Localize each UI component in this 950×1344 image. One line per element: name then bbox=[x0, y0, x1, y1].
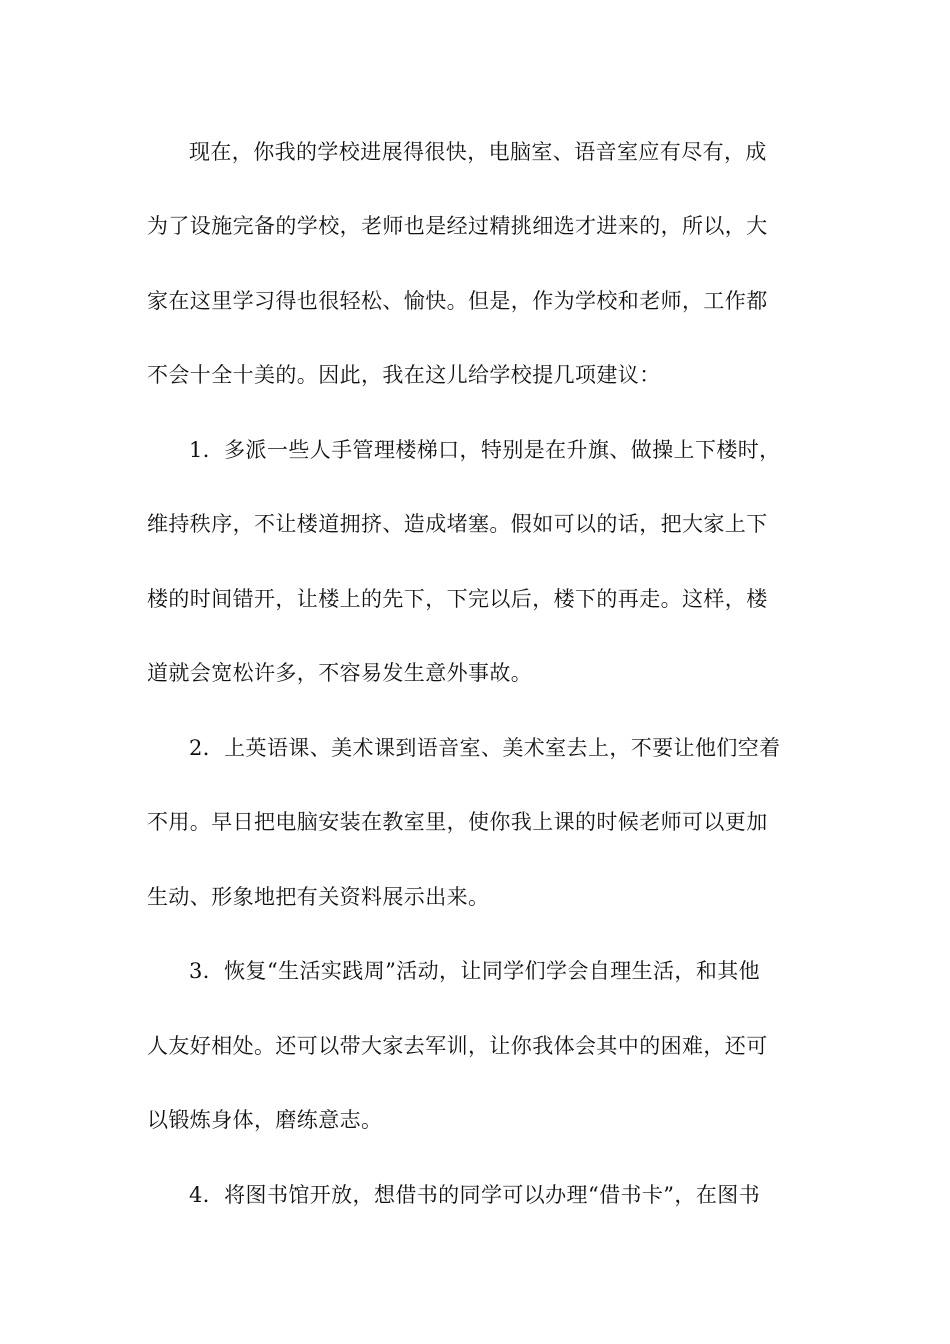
paragraph-intro-line-2: 为了设施完备的学校，老师也是经过精挑细选才进来的，所以，大 bbox=[147, 214, 768, 238]
suggestion-2-line-1: 2．上英语课、美术课到语音室、美术室去上，不要让他们空着 bbox=[189, 736, 781, 760]
suggestion-1-line-1: 1．多派一些人手管理楼梯口，特别是在升旗、做操上下楼时， bbox=[189, 438, 781, 462]
suggestion-3-line-1: 3．恢复“生活实践周”活动，让同学们学会自理生活，和其他 bbox=[189, 959, 761, 983]
paragraph-intro-line-1: 现在，你我的学校进展得很快，电脑室、语音室应有尽有，成 bbox=[189, 140, 767, 164]
suggestion-2-line-2: 不用。早日把电脑安装在教室里，使你我上课的时候老师可以更加 bbox=[147, 810, 768, 834]
suggestion-1-line-2: 维持秩序，不让楼道拥挤、造成堵塞。假如可以的话，把大家上下 bbox=[147, 512, 768, 536]
suggestion-3-line-2: 人友好相处。还可以带大家去军训，让你我体会其中的困难，还可 bbox=[147, 1034, 768, 1058]
suggestion-3-line-3: 以锻炼身体，磨练意志。 bbox=[147, 1108, 383, 1132]
paragraph-intro-line-3: 家在这里学习得也很轻松、愉快。但是，作为学校和老师，工作都 bbox=[147, 289, 768, 313]
suggestion-4-line-1: 4．将图书馆开放，想借书的同学可以办理“借书卡”，在图书 bbox=[189, 1183, 761, 1207]
suggestion-1-line-3: 楼的时间错开，让楼上的先下，下完以后，楼下的再走。这样，楼 bbox=[147, 587, 768, 611]
suggestion-1-line-4: 道就会宽松许多，不容易发生意外事故。 bbox=[147, 661, 533, 685]
paragraph-intro-line-4: 不会十全十美的。因此，我在这儿给学校提几项建议： bbox=[147, 363, 661, 387]
suggestion-2-line-3: 生动、形象地把有关资料展示出来。 bbox=[147, 885, 490, 909]
